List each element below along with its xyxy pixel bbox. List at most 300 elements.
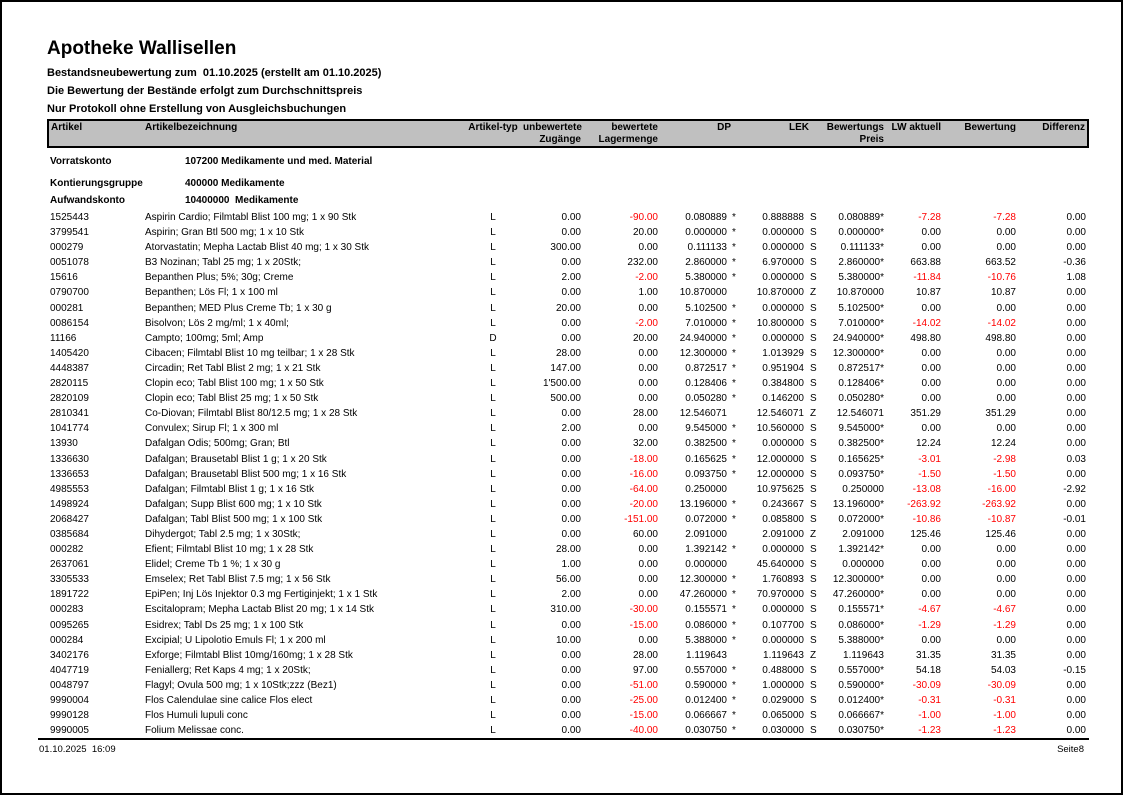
cell-lek: 0.029000 [762, 695, 804, 706]
cell-bewertung: 0.00 [996, 302, 1016, 314]
report-header [47, 38, 381, 121]
cell-bewertungs-preis: 0.086000* [838, 619, 884, 631]
cell-lek: 0.000000 [762, 634, 804, 646]
cell-dp-flag: * [732, 468, 736, 480]
cell-artikel-typ: L [490, 242, 496, 254]
cell-differenz: -0.15 [1063, 664, 1086, 676]
cell-lek-code: S [810, 710, 817, 722]
cell-artikel-typ: L [490, 378, 496, 390]
cell-dp-flag: * [732, 544, 736, 556]
table-row [48, 723, 1088, 738]
cell-dp: 12.300000 [679, 574, 727, 586]
cell-dp-flag [729, 527, 743, 542]
report-subtitle-valuation: Die Bewertung der Bestände erfolgt zum Durchschnittspreis [47, 85, 363, 97]
cell-lek: 12.000000 [756, 453, 804, 465]
cell-lek-code: S [810, 679, 817, 691]
report-subtitle-date: Bestandsneubewertung zum 01.10.2025 (erstellt am 01.10.2025) [47, 67, 382, 79]
cell-lw-aktuell: -3.01 [918, 453, 941, 465]
cell-lw-aktuell: 351.29 [910, 408, 941, 420]
cell-differenz: 0.03 [1066, 453, 1086, 465]
cell-bewertung: 663.52 [985, 257, 1016, 269]
cell-bewertung: -1.50 [993, 468, 1016, 480]
page-title: Apotheke Wallisellen [47, 38, 237, 59]
cell-bewertung: -16.00 [987, 483, 1016, 495]
vorratskonto-value: 107200 Medikamente und med. Material [185, 156, 373, 167]
table-row [48, 270, 1088, 285]
cell-differenz: 0.00 [1066, 604, 1086, 616]
cell-artikel-typ: L [490, 664, 496, 676]
cell-bewertung: -1.29 [993, 619, 1016, 631]
cell-lek-code: S [810, 574, 817, 586]
cell-lek-code: S [810, 302, 817, 314]
cell-differenz: 0.00 [1066, 212, 1086, 223]
aufwandskonto-row [48, 192, 1088, 210]
cell-dp: 13.196000 [679, 498, 727, 510]
cell-differenz: 0.00 [1066, 695, 1086, 706]
cell-lek-code: Z [810, 649, 817, 661]
cell-bewertungs-preis: 5.102500* [838, 302, 884, 314]
cell-differenz: 0.00 [1066, 574, 1086, 586]
cell-lek: 2.091000 [762, 528, 804, 540]
cell-bewertung: 0.00 [996, 347, 1016, 359]
cell-artikelbezeichnung: Clopin eco; Tabl Blist 25 mg; 1 x 50 Stk [145, 393, 319, 405]
cell-bewertungs-preis: 5.380000* [838, 272, 884, 284]
cell-dp: 0.000000 [685, 227, 727, 239]
cell-differenz: 0.00 [1066, 528, 1086, 540]
cell-differenz: 0.00 [1066, 589, 1086, 601]
cell-lek: 12.000000 [756, 468, 804, 480]
cell-lek: 1.000000 [762, 679, 804, 691]
cell-lek-code: S [810, 317, 817, 329]
cell-lw-aktuell: 0.00 [921, 302, 941, 314]
cell-artikel: 11166 [50, 332, 77, 344]
cell-lek: 45.640000 [756, 559, 804, 571]
cell-artikelbezeichnung: Dafalgan Odis; 500mg; Gran; Btl [145, 438, 290, 450]
table-row [48, 497, 1088, 512]
cell-artikel: 3305533 [50, 574, 89, 586]
cell-lek-code: S [810, 604, 817, 616]
cell-bewertungs-preis: 7.010000* [838, 317, 884, 329]
cell-dp-flag: * [732, 725, 736, 737]
cell-bewertungs-preis: 0.030750* [838, 725, 884, 737]
cell-artikelbezeichnung: Aspirin Cardio; Filmtabl Blist 100 mg; 1 x 90 Stk [145, 212, 357, 223]
cell-bewertung: 0.00 [996, 378, 1016, 390]
cell-unbewertete-zugaenge: 2.00 [561, 423, 581, 435]
table-row [48, 633, 1088, 648]
cell-dp: 0.030750 [685, 725, 727, 737]
cell-differenz: 0.00 [1066, 317, 1086, 329]
cell-artikel: 2820115 [50, 378, 89, 390]
cell-artikelbezeichnung: B3 Nozinan; Tabl 25 mg; 1 x 20Stk; [145, 257, 302, 269]
cell-lek: 0.000000 [762, 272, 804, 284]
cell-unbewertete-zugaenge: 147.00 [550, 362, 581, 374]
cell-bewertete-lagermenge: 0.00 [638, 574, 658, 586]
kontierungsgruppe-label: Kontierungsgruppe [50, 178, 143, 189]
cell-dp: 0.128406 [685, 378, 727, 390]
cell-bewertete-lagermenge: -40.00 [629, 725, 658, 737]
cell-artikelbezeichnung: Bisolvon; Lös 2 mg/ml; 1 x 40ml; [145, 317, 289, 329]
cell-differenz: 1.08 [1066, 272, 1086, 284]
cell-bewertung: 10.87 [990, 287, 1016, 299]
cell-dp: 0.165625 [685, 453, 727, 465]
cell-unbewertete-zugaenge: 0.00 [561, 528, 581, 540]
cell-dp-flag [729, 557, 743, 572]
cell-lw-aktuell: -1.23 [918, 725, 941, 737]
cell-artikelbezeichnung: Elidel; Creme Tb 1 %; 1 x 30 g [145, 559, 281, 571]
cell-lw-aktuell: 125.46 [910, 528, 941, 540]
cell-bewertete-lagermenge: -15.00 [629, 619, 658, 631]
cell-bewertung: 54.03 [990, 664, 1016, 676]
cell-bewertungs-preis: 9.545000* [838, 423, 884, 435]
cell-lek-code: Z [810, 408, 817, 420]
cell-dp: 0.086000 [685, 619, 727, 631]
cell-artikelbezeichnung: Atorvastatin; Mepha Lactab Blist 40 mg; 1 x 30 Stk [145, 242, 370, 254]
cell-dp: 0.872517 [685, 362, 727, 374]
kontierungsgruppe-row [48, 173, 1088, 192]
cell-bewertete-lagermenge: 0.00 [638, 544, 658, 556]
cell-artikelbezeichnung: Clopin eco; Tabl Blist 100 mg; 1 x 50 Stk [145, 378, 324, 390]
cell-bewertete-lagermenge: 60.00 [632, 528, 658, 540]
cell-artikel-typ: L [490, 725, 496, 737]
cell-artikel-typ: L [490, 695, 496, 706]
cell-dp-flag: * [732, 453, 736, 465]
cell-artikel: 9990128 [50, 710, 89, 722]
cell-artikelbezeichnung: Flagyl; Ovula 500 mg; 1 x 10Stk;zzz (Bez1) [145, 679, 337, 691]
cell-differenz: 0.00 [1066, 468, 1086, 480]
report-subtitle-protocol: Nur Protokoll ohne Erstellung von Ausgleichsbuchungen [47, 103, 347, 115]
table-row [48, 482, 1088, 497]
cell-lek-code: Z [810, 287, 817, 299]
cell-differenz: 0.00 [1066, 679, 1086, 691]
cell-dp: 7.010000 [685, 317, 727, 329]
cell-differenz: 0.00 [1066, 362, 1086, 374]
cell-artikel: 000282 [50, 544, 84, 556]
cell-unbewertete-zugaenge: 0.00 [561, 468, 581, 480]
cell-dp-flag: * [732, 513, 736, 525]
cell-differenz: 0.00 [1066, 438, 1086, 450]
cell-artikel: 1336630 [50, 453, 89, 465]
table-row [48, 452, 1088, 467]
cell-dp-flag: * [732, 242, 736, 254]
cell-dp: 5.102500 [685, 302, 727, 314]
cell-lek-code: S [810, 619, 817, 631]
cell-lw-aktuell: -7.28 [918, 212, 941, 223]
cell-unbewertete-zugaenge: 0.00 [561, 212, 581, 223]
cell-lw-aktuell: 0.00 [921, 393, 941, 405]
cell-lw-aktuell: 0.00 [921, 423, 941, 435]
cell-bewertungs-preis: 0.012400* [838, 695, 884, 706]
cell-lek: 0.243667 [762, 498, 804, 510]
cell-artikel: 0086154 [50, 317, 89, 329]
cell-lw-aktuell: -30.09 [912, 679, 941, 691]
cell-artikelbezeichnung: Escitalopram; Mepha Lactab Blist 20 mg; 1 x 14 Stk [145, 604, 374, 616]
aufwandskonto-value: 10400000 Medikamente [185, 195, 299, 206]
cell-artikel: 1336653 [50, 468, 89, 480]
cell-unbewertete-zugaenge: 0.00 [561, 710, 581, 722]
cell-bewertungs-preis: 0.000000 [842, 559, 884, 571]
cell-unbewertete-zugaenge: 500.00 [550, 393, 581, 405]
cell-bewertungs-preis: 0.155571* [838, 604, 884, 616]
cell-lw-aktuell: -14.02 [912, 317, 941, 329]
cell-dp: 0.111133 [687, 242, 727, 254]
table-row [48, 316, 1088, 331]
cell-bewertung: 351.29 [985, 408, 1016, 420]
cell-artikel: 13930 [50, 438, 78, 450]
cell-artikel-typ: L [490, 604, 496, 616]
cell-dp: 0.250000 [685, 483, 727, 495]
cell-bewertungs-preis: 0.093750* [838, 468, 884, 480]
cell-lw-aktuell: 663.88 [910, 257, 941, 269]
cell-unbewertete-zugaenge: 2.00 [561, 272, 581, 284]
cell-bewertete-lagermenge: -18.00 [629, 453, 658, 465]
cell-bewertete-lagermenge: 0.00 [638, 634, 658, 646]
cell-lek: 0.000000 [762, 604, 804, 616]
cell-bewertete-lagermenge: 0.00 [638, 378, 658, 390]
col-header-lw-aktuell: LW aktuell [886, 120, 943, 147]
cell-artikelbezeichnung: Excipial; U Lipolotio Emuls Fl; 1 x 200 ml [145, 634, 326, 646]
cell-artikelbezeichnung: Bepanthen Plus; 5%; 30g; Creme [145, 272, 294, 284]
cell-bewertungs-preis: 0.000000* [838, 227, 884, 239]
cell-dp: 0.590000 [685, 679, 727, 691]
cell-dp-flag: * [732, 212, 736, 223]
cell-bewertungs-preis: 5.388000* [838, 634, 884, 646]
cell-lek-code: S [810, 362, 817, 374]
col-header-differenz: Differenz [1018, 120, 1088, 147]
cell-bewertete-lagermenge: -30.00 [629, 604, 658, 616]
table-row [48, 527, 1088, 542]
cell-differenz: 0.00 [1066, 302, 1086, 314]
cell-artikelbezeichnung: Dafalgan; Brausetabl Blist 1 g; 1 x 20 Stk [145, 453, 327, 465]
cell-bewertungs-preis: 0.066667* [838, 710, 884, 722]
cell-artikelbezeichnung: EpiPen; Inj Lös Injektor 0.3 mg Fertiginjekt; 1 x 1 Stk [145, 589, 378, 601]
cell-lek: 0.000000 [762, 544, 804, 556]
cell-lek-code: S [810, 347, 817, 359]
cell-dp-flag: * [732, 332, 736, 344]
cell-unbewertete-zugaenge: 0.00 [561, 679, 581, 691]
col-header-artikelbezeichnung: Artikelbezeichnung [143, 120, 465, 147]
report-table [47, 119, 1089, 738]
cell-artikelbezeichnung: Exforge; Filmtabl Blist 10mg/160mg; 1 x 28 Stk [145, 649, 353, 661]
cell-lek: 0.384800 [762, 378, 804, 390]
cell-dp-flag: * [732, 498, 736, 510]
cell-artikel-typ: L [490, 679, 496, 691]
cell-lek-code: S [810, 634, 817, 646]
cell-bewertung: -14.02 [987, 317, 1016, 329]
cell-bewertung: 0.00 [996, 227, 1016, 239]
cell-bewertung: -10.76 [987, 272, 1016, 284]
cell-bewertungs-preis: 0.165625* [838, 453, 884, 465]
cell-dp: 9.545000 [685, 423, 727, 435]
cell-bewertete-lagermenge: 1.00 [638, 287, 658, 299]
col-header-artikel-typ: Artikel-typ [465, 120, 521, 147]
cell-differenz: 0.00 [1066, 347, 1086, 359]
vorratskonto-label: Vorratskonto [50, 156, 112, 167]
cell-bewertung: 0.00 [996, 362, 1016, 374]
table-row [48, 648, 1088, 663]
cell-unbewertete-zugaenge: 0.00 [561, 453, 581, 465]
cell-bewertete-lagermenge: 20.00 [632, 227, 658, 239]
cell-artikel: 0048797 [50, 679, 89, 691]
cell-bewertungs-preis: 2.091000 [842, 528, 884, 540]
cell-artikelbezeichnung: Dafalgan; Tabl Blist 500 mg; 1 x 100 Stk [145, 513, 323, 525]
cell-lw-aktuell: -4.67 [918, 604, 941, 616]
cell-bewertete-lagermenge: -20.00 [629, 498, 658, 510]
col-header-unbewertete-zugaenge: unbewertete Zugänge [521, 120, 583, 147]
cell-bewertete-lagermenge: 0.00 [638, 362, 658, 374]
col-header-dp: DP [660, 120, 743, 147]
cell-artikel: 0385684 [50, 528, 89, 540]
cell-differenz: 0.00 [1066, 498, 1086, 510]
cell-bewertete-lagermenge: 0.00 [638, 302, 658, 314]
cell-artikel: 3799541 [50, 227, 89, 239]
cell-bewertungs-preis: 12.300000* [832, 574, 884, 586]
cell-bewertete-lagermenge: -2.00 [635, 272, 658, 284]
cell-dp-flag [729, 648, 743, 663]
table-row [48, 693, 1088, 708]
table-row [48, 708, 1088, 723]
cell-dp: 2.091000 [685, 528, 727, 540]
cell-dp: 10.870000 [679, 287, 727, 299]
cell-artikel: 1041774 [50, 423, 89, 435]
cell-bewertung: 0.00 [996, 589, 1016, 601]
cell-bewertung: 0.00 [996, 559, 1016, 571]
cell-lw-aktuell: 0.00 [921, 242, 941, 254]
cell-artikel-typ: L [490, 317, 496, 329]
cell-differenz: 0.00 [1066, 649, 1086, 661]
cell-artikelbezeichnung: Convulex; Sirup Fl; 1 x 300 ml [145, 423, 279, 435]
cell-lek: 0.146200 [762, 393, 804, 405]
cell-dp-flag [729, 285, 743, 300]
cell-lw-aktuell: -263.92 [907, 498, 941, 510]
cell-artikel-typ: L [490, 483, 496, 495]
cell-bewertete-lagermenge: 0.00 [638, 347, 658, 359]
table-row [48, 572, 1088, 587]
cell-dp: 0.382500 [685, 438, 727, 450]
cell-artikelbezeichnung: Dafalgan; Filmtabl Blist 1 g; 1 x 16 Stk [145, 483, 314, 495]
cell-artikel-typ: L [490, 272, 496, 284]
footer-divider [38, 738, 1089, 740]
cell-lek: 70.970000 [756, 589, 804, 601]
cell-bewertung: 498.80 [985, 332, 1016, 344]
cell-dp-flag: * [732, 679, 736, 691]
cell-lw-aktuell: -13.08 [912, 483, 941, 495]
cell-lek: 1.013929 [762, 347, 804, 359]
cell-artikelbezeichnung: Flos Calendulae sine calice Flos elect [145, 695, 313, 706]
cell-bewertungs-preis: 12.546071 [836, 408, 884, 420]
cell-bewertete-lagermenge: -16.00 [629, 468, 658, 480]
cell-lw-aktuell: 0.00 [921, 362, 941, 374]
cell-bewertungs-preis: 0.872517* [838, 362, 884, 374]
cell-bewertung: -7.28 [993, 212, 1016, 223]
cell-lek: 6.970000 [762, 257, 804, 269]
cell-bewertungs-preis: 12.300000* [832, 347, 884, 359]
cell-artikel: 2068427 [50, 513, 89, 525]
cell-artikelbezeichnung: Emselex; Ret Tabl Blist 7.5 mg; 1 x 56 Stk [145, 574, 331, 586]
cell-lw-aktuell: 0.00 [921, 347, 941, 359]
cell-artikel: 000284 [50, 634, 84, 646]
cell-lek-code: S [810, 664, 817, 676]
cell-artikel-typ: L [490, 559, 496, 571]
cell-bewertete-lagermenge: 232.00 [627, 257, 658, 269]
cell-artikel-typ: L [490, 227, 496, 239]
cell-differenz: 0.00 [1066, 242, 1086, 254]
cell-bewertete-lagermenge: -25.00 [629, 695, 658, 706]
cell-unbewertete-zugaenge: 0.00 [561, 438, 581, 450]
cell-lek-code: S [810, 483, 817, 495]
cell-lek-code: S [810, 438, 817, 450]
table-row [48, 542, 1088, 557]
cell-lw-aktuell: -1.50 [918, 468, 941, 480]
cell-lek-code: S [810, 453, 817, 465]
cell-artikel: 4448387 [50, 362, 89, 374]
cell-bewertungs-preis: 0.050280* [838, 393, 884, 405]
cell-dp: 0.000000 [685, 559, 727, 571]
cell-dp-flag: * [732, 347, 736, 359]
cell-unbewertete-zugaenge: 1'500.00 [542, 378, 581, 390]
table-row [48, 557, 1088, 572]
cell-unbewertete-zugaenge: 0.00 [561, 664, 581, 676]
cell-differenz: -0.01 [1063, 513, 1086, 525]
cell-bewertung: -1.00 [993, 710, 1016, 722]
cell-bewertete-lagermenge: 0.00 [638, 242, 658, 254]
cell-artikelbezeichnung: Dihydergot; Tabl 2.5 mg; 1 x 30Stk; [145, 528, 301, 540]
cell-lek: 0.888888 [762, 212, 804, 223]
cell-artikel: 2637061 [50, 559, 89, 571]
cell-lw-aktuell: 10.87 [915, 287, 941, 299]
cell-artikel-typ: L [490, 513, 496, 525]
footer-datetime: 01.10.2025 16:09 [39, 744, 116, 755]
cell-lw-aktuell: -11.84 [913, 272, 941, 284]
cell-dp: 2.860000 [685, 257, 727, 269]
cell-dp-flag [729, 482, 743, 497]
cell-bewertung: 0.00 [996, 242, 1016, 254]
cell-differenz: 0.00 [1066, 378, 1086, 390]
table-row [48, 240, 1088, 255]
cell-bewertungs-preis: 1.119643 [843, 649, 884, 661]
cell-bewertungs-preis: 0.557000* [838, 664, 884, 676]
cell-unbewertete-zugaenge: 2.00 [561, 589, 581, 601]
cell-dp-flag: * [732, 378, 736, 390]
cell-differenz: 0.00 [1066, 725, 1086, 737]
cell-lw-aktuell: 54.18 [915, 664, 941, 676]
cell-bewertungs-preis: 0.072000* [838, 513, 884, 525]
cell-dp-flag: * [732, 695, 736, 706]
cell-artikel-typ: L [490, 347, 496, 359]
cell-dp-flag: * [732, 438, 736, 450]
cell-lek: 0.000000 [762, 302, 804, 314]
cell-lek: 10.560000 [756, 423, 804, 435]
cell-unbewertete-zugaenge: 310.00 [550, 604, 581, 616]
cell-artikelbezeichnung: Esidrex; Tabl Ds 25 mg; 1 x 100 Stk [145, 619, 304, 631]
cell-artikel-typ: L [490, 287, 496, 299]
cell-lw-aktuell: -10.86 [912, 513, 941, 525]
cell-bewertung: 0.00 [996, 544, 1016, 556]
cell-artikel: 9990004 [50, 695, 89, 706]
cell-dp-flag: * [732, 272, 736, 284]
cell-bewertungs-preis: 24.940000* [832, 332, 884, 344]
kontierungsgruppe-value: 400000 Medikamente [185, 178, 285, 189]
table-row [48, 421, 1088, 436]
cell-artikel: 1891722 [50, 589, 89, 601]
cell-lw-aktuell: 0.00 [921, 589, 941, 601]
cell-dp: 12.546071 [679, 408, 727, 420]
cell-bewertete-lagermenge: -151.00 [624, 513, 658, 525]
cell-unbewertete-zugaenge: 0.00 [561, 287, 581, 299]
cell-dp-flag: * [732, 362, 736, 374]
cell-artikelbezeichnung: Co-Diovan; Filmtabl Blist 80/12.5 mg; 1 x 28 Stk [145, 408, 358, 420]
cell-lek-code: S [810, 378, 817, 390]
cell-artikel-typ: L [490, 453, 496, 465]
